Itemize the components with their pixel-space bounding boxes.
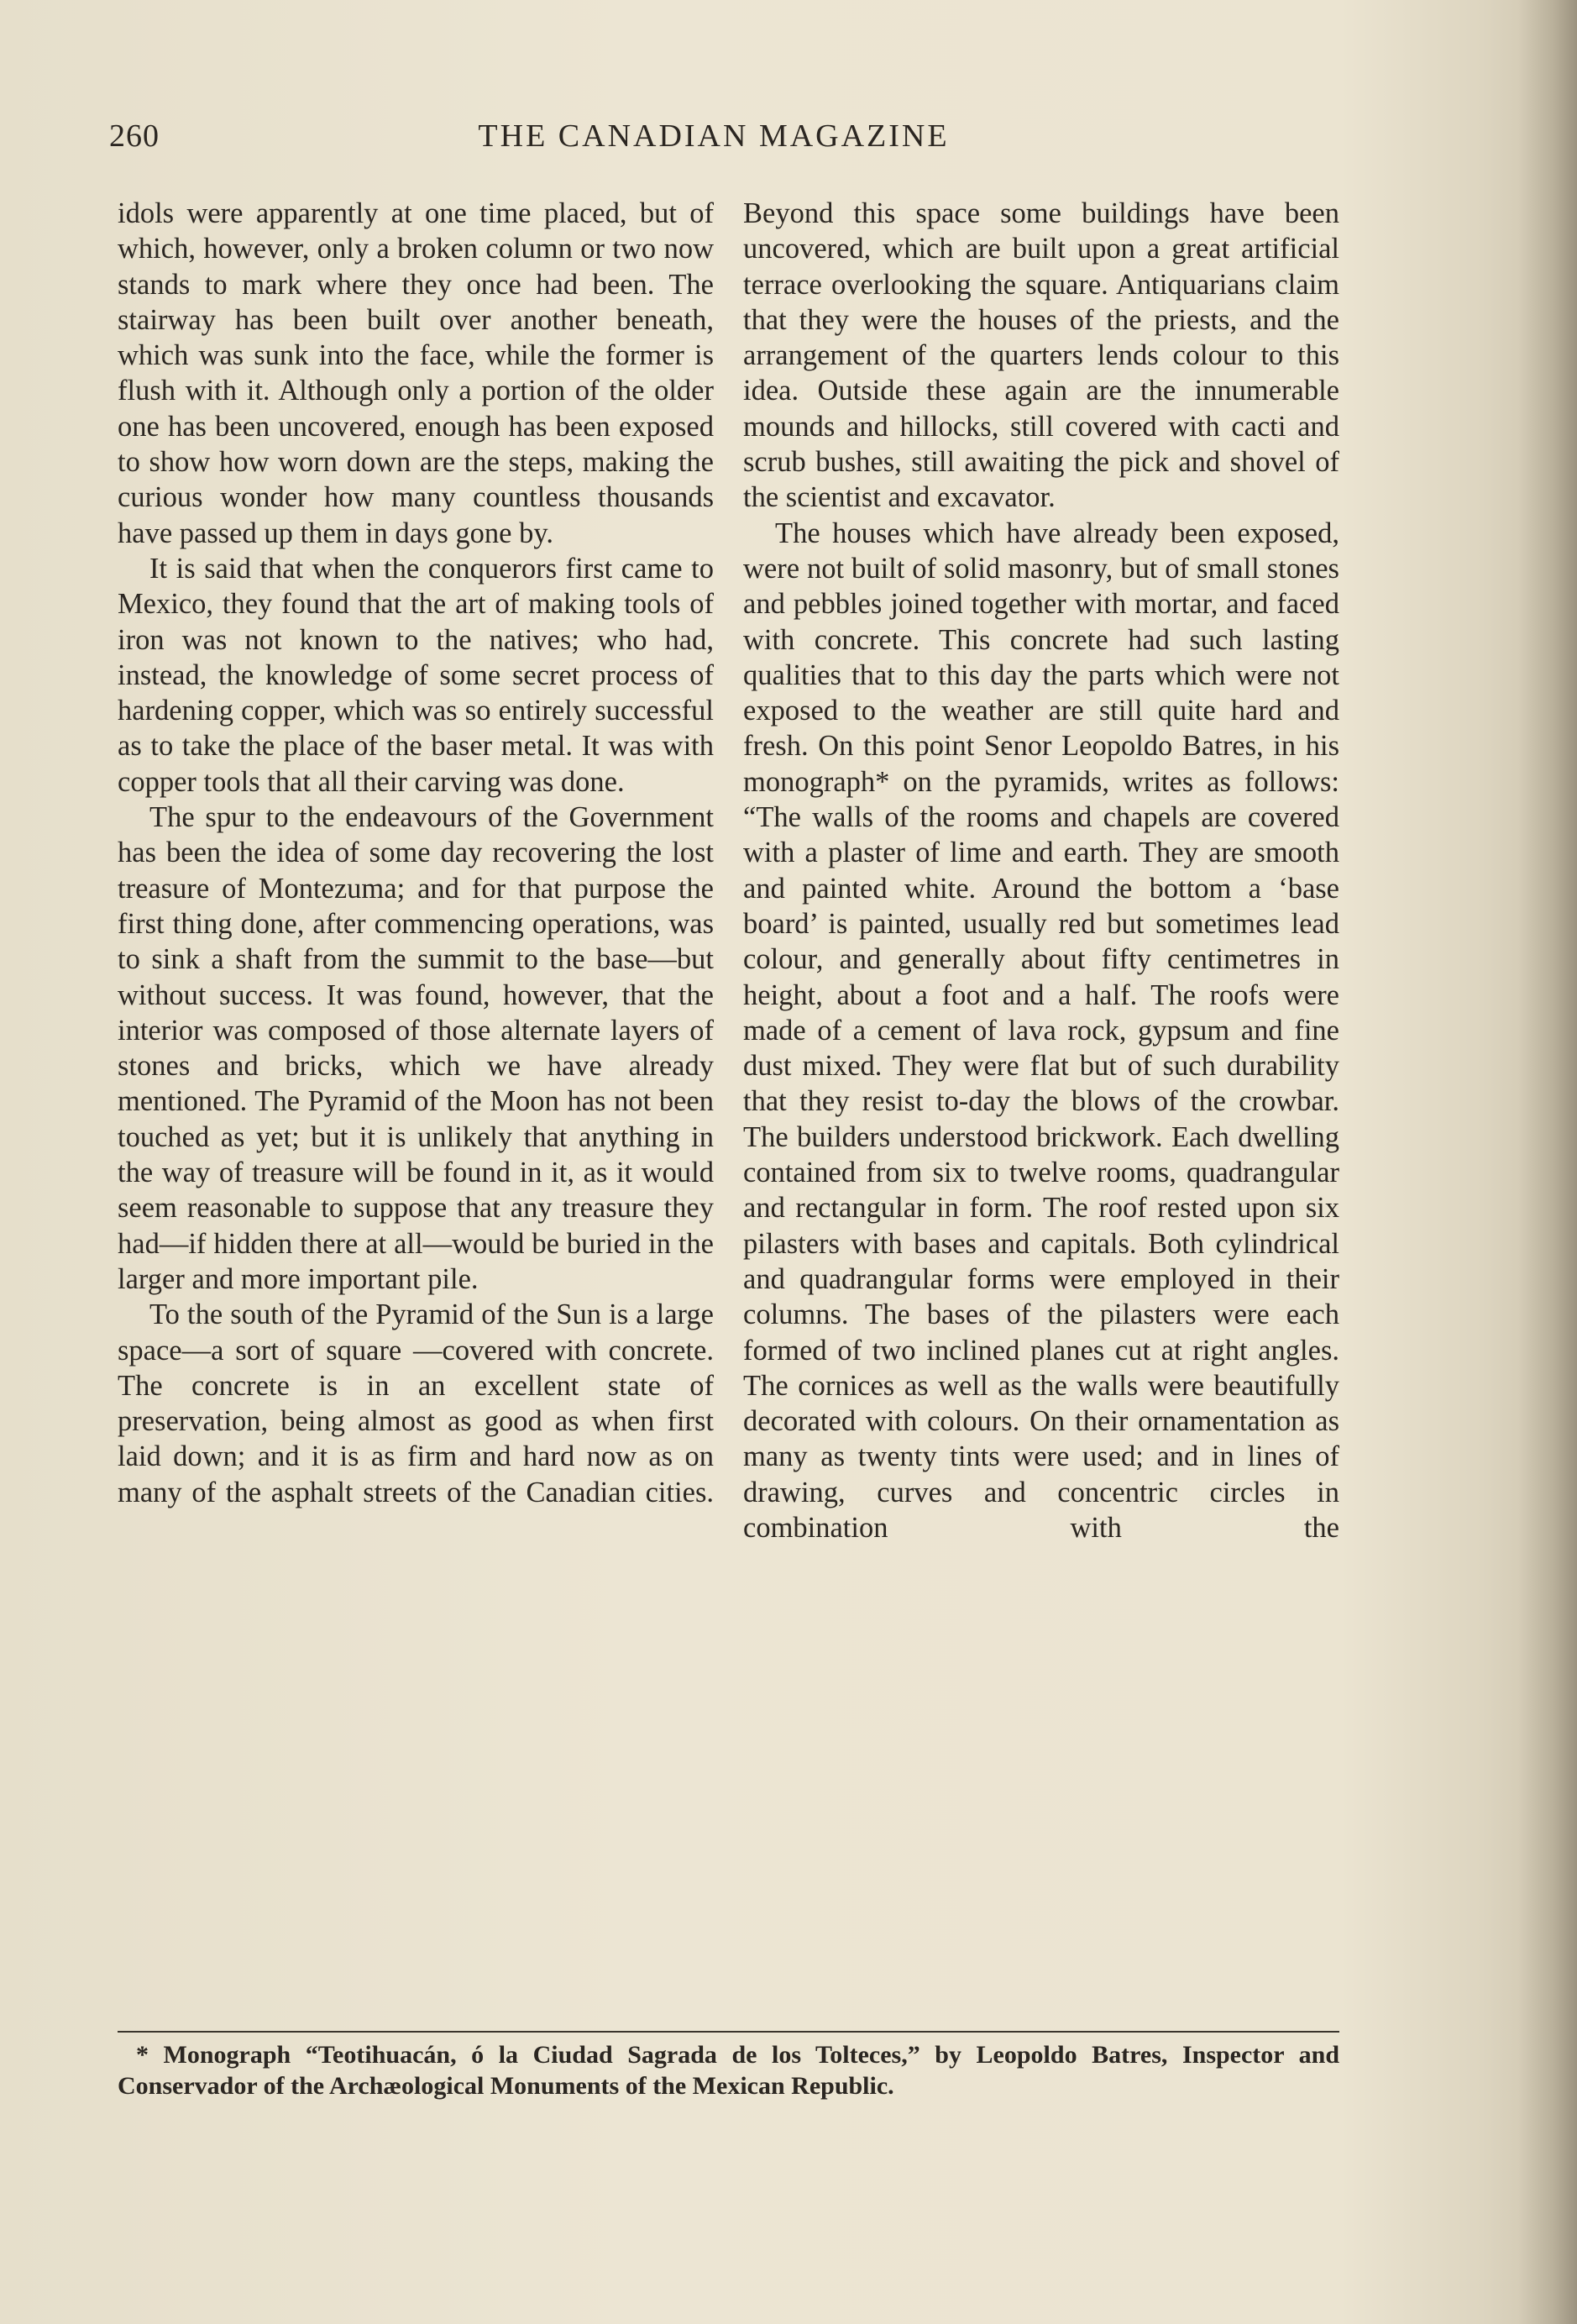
footnote: * Monograph “Teotihuacán, ó la Ciudad Sagrada de los Tolteces,” by Leopoldo Batres, Inspector and Conservador of the Archæological Monuments of the Mexican Republic.	[118, 2041, 1339, 2100]
page-spine-shadow	[1518, 0, 1577, 2324]
paragraph: To the south of the Pyramid of the Sun is a large space—a sort of square —covered with concrete. The concrete is in an excellent state of preservation, being almost as good as when first laid down; and it is as firm and hard now as on many of the asphalt streets of the Canadian cities.	[118, 1298, 714, 1508]
page-number: 260	[109, 118, 160, 154]
right-column	[743, 196, 1339, 1545]
footnote-divider	[118, 2031, 1339, 2033]
paragraph: Beyond this space some buildings have been uncovered, which are built upon a great artificial terrace overlooking the square. Antiquarians claim that they were the houses of the priests, and the arrangement of the quarters lends colour to this idea. Outside these again are the innumerable mounds and hillocks, still covered with cacti and scrub bushes, still awaiting the pick and shovel of the scientist and excavator.	[743, 197, 1339, 514]
paragraph: idols were apparently at one time placed, but of which, however, only a broken column or two now stands to mark where they once had been. The stairway has been built over another beneath, which was sunk into the face, while the former is flush with it. Although only a portion of the older one has been uncovered, enough has been exposed to show how worn down are the steps, making the curious wonder how many countless thousands have passed up them in days gone by.	[118, 197, 714, 549]
paragraph: The houses which have already been exposed, were not built of solid masonry, but of small stones and pebbles joined together with mortar, and faced with concrete. This concrete had such lasting qualities that to this day the parts which were not exposed to the weather are still quite hard and fresh. On this point Senor Leopoldo Batres, in his monograph* on the pyramids, writes as follows: “The walls of the rooms and chapels are covered with a plaster of lime and earth. They are smooth and painted white. Around the bottom a ‘base board’ is painted, usually red but sometimes lead colour, and generally about fifty centimetres in height, about a foot and a half. The roofs were made of a cement of lava rock, gypsum and fine dust mixed. They were flat but of such durability that they resist to-day the blows of the crowbar. The builders understood brickwork. Each dwelling contained from six to twelve rooms, quadrangular and rectangular in form. The roof rested upon six pilasters with bases and capitals. Both cylindrical and quadrangular forms were employed in their columns. The bases of the pilasters were each formed of two inclined planes cut at right angles. The cornices as well as the walls were beautifully decorated with colours. On their ornamentation as many as twenty tints were used; and in lines of drawing, curves and concentric circles in combination with the	[743, 517, 1339, 1544]
left-column	[118, 196, 714, 1510]
paragraph: The spur to the endeavours of the Government has been the idea of some day recovering the lost treasure of Montezuma; and for that purpose the first thing done, after commencing operations, was to sink a shaft from the summit to the base—but without success. It was found, however, that the interior was composed of those alternate layers of stones and bricks, which we have already mentioned. The Pyramid of the Moon has not been touched as yet; but it is unlikely that anything in the way of treasure will be found in it, as it would seem reasonable to suppose that any treasure they had—if hidden there at all—would be buried in the larger and more important pile.	[118, 801, 714, 1295]
paragraph: It is said that when the conquerors first came to Mexico, they found that the art of making tools of iron was not known to the natives; who had, instead, the knowledge of some secret process of hardening copper, which was so entirely successful as to take the place of the baser metal. It was with copper tools that all their carving was done.	[118, 552, 714, 798]
running-title: THE CANADIAN MAGAZINE	[478, 118, 950, 154]
page-header	[109, 118, 1318, 168]
